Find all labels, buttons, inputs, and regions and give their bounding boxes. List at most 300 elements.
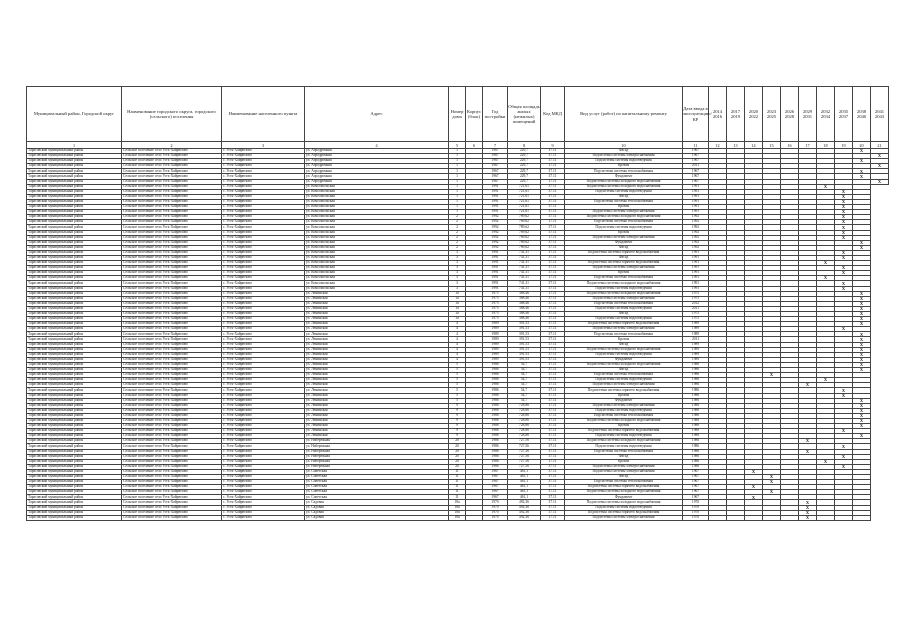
table-cell: 3 xyxy=(449,261,466,266)
table-cell: 1988 xyxy=(683,434,709,439)
table-cell: ул. Комсомольская xyxy=(305,271,449,276)
table-cell: 789,62 xyxy=(508,245,541,250)
table-cell: 54,7 xyxy=(508,398,541,403)
table-cell: Подсистемы системы электроснабжения xyxy=(565,296,683,301)
schedule-cell: X xyxy=(835,225,853,230)
schedule-cell: X xyxy=(817,261,835,266)
table-cell: 37.11 xyxy=(541,220,565,225)
table-cell: 789,62 xyxy=(508,215,541,220)
table-cell: Сельское поселение село Усть-Хайрюзово xyxy=(122,475,222,480)
table-cell: 18а xyxy=(449,515,466,520)
table-cell: Тарасовский муниципальный район xyxy=(27,169,122,174)
table-cell: 1986 xyxy=(683,388,709,393)
table-cell: Кровля xyxy=(565,271,683,276)
table-cell: 2 xyxy=(449,240,466,245)
table-cell: Подсистемы системы электроснабжения xyxy=(565,403,683,408)
table-cell: Подсистемы системы теплоснабжения xyxy=(565,276,683,281)
table-cell: 1988 xyxy=(683,403,709,408)
table-cell: Сельское поселение село Усть-Хайрюзово xyxy=(122,469,222,474)
table-cell: Подсистемы системы электроснабжения xyxy=(565,154,683,159)
table-cell: 1988 xyxy=(483,418,508,423)
table-cell: 727,56 xyxy=(508,449,541,454)
table-cell: 37.11 xyxy=(541,398,565,403)
table-cell: с. Усть-Хайрюзово xyxy=(222,306,305,311)
table-cell: 37.11 xyxy=(541,174,565,179)
table-cell: 3 xyxy=(449,255,466,260)
table-cell: 2 xyxy=(449,220,466,225)
table-cell: Сельское поселение село Усть-Хайрюзово xyxy=(122,322,222,327)
table-cell: ул. Комсомольская xyxy=(305,194,449,199)
table-cell: ул. Аэродромная xyxy=(305,159,449,164)
table-cell: с. Усть-Хайрюзово xyxy=(222,495,305,500)
table-cell: 1а xyxy=(449,301,466,306)
table-cell: Тарасовский муниципальный район xyxy=(27,393,122,398)
table-cell: Тарасовский муниципальный район xyxy=(27,444,122,449)
column-number: 21 xyxy=(871,142,889,149)
table-cell: Сельское поселение село Усть-Хайрюзово xyxy=(122,454,222,459)
table-cell: 9 xyxy=(449,434,466,439)
table-cell: 1991 xyxy=(483,250,508,255)
table-cell: ул. Ленинская xyxy=(305,296,449,301)
table-cell: Кровля xyxy=(565,164,683,169)
table-cell: 37.11 xyxy=(541,505,565,510)
table-cell: 1967 xyxy=(483,480,508,485)
table-cell: 11 xyxy=(449,495,466,500)
table-cell: 1989 xyxy=(683,352,709,357)
table-cell: 37.11 xyxy=(541,510,565,515)
table-cell: 741,31 xyxy=(508,261,541,266)
table-cell: 1а xyxy=(449,306,466,311)
table-cell: 2011 xyxy=(683,164,709,169)
table-cell: 461,1 xyxy=(508,485,541,490)
schedule-cell: X xyxy=(835,286,853,291)
table-cell: 1967 xyxy=(483,485,508,490)
schedule-cell: X xyxy=(835,250,853,255)
column-number: 12 xyxy=(709,142,727,149)
table-cell: Кровля xyxy=(565,459,683,464)
table-cell: Подсистемы системы горячего водоснабжения xyxy=(565,250,683,255)
table-cell: ул. Комсомольская xyxy=(305,210,449,215)
table-cell: с. Усть-Хайрюзово xyxy=(222,515,305,520)
table-cell: 1989 xyxy=(483,322,508,327)
table-cell: 1991 xyxy=(683,189,709,194)
table-cell: 37.11 xyxy=(541,322,565,327)
table-cell: 11 xyxy=(449,469,466,474)
table-cell: 37.11 xyxy=(541,485,565,490)
schedule-cell: X xyxy=(853,337,871,342)
table-cell: ул. Аэродромная xyxy=(305,174,449,179)
schedule-cell: X xyxy=(853,357,871,362)
table-cell: 1991 xyxy=(683,281,709,286)
table-cell: 18а xyxy=(449,500,466,505)
table-cell: Сельское поселение село Усть-Хайрюзово xyxy=(122,215,222,220)
table-cell: Подсистемы системы электроснабжения xyxy=(565,383,683,388)
table-cell: с. Усть-Хайрюзово xyxy=(222,189,305,194)
table-cell: Тарасовский муниципальный район xyxy=(27,347,122,352)
table-cell: 1986 xyxy=(483,362,508,367)
table-cell: Тарасовский муниципальный район xyxy=(27,276,122,281)
table-cell: 37.11 xyxy=(541,444,565,449)
table-cell: 37.11 xyxy=(541,199,565,204)
table-cell: 2 xyxy=(449,245,466,250)
table-cell: ул. Комсомольская xyxy=(305,235,449,240)
table-cell: 721,61 xyxy=(508,199,541,204)
table-cell: 1986 xyxy=(483,373,508,378)
table-cell: Сельское поселение село Усть-Хайрюзово xyxy=(122,342,222,347)
table-cell: 1 xyxy=(449,205,466,210)
table-cell: 1988 xyxy=(483,434,508,439)
table-cell: 1967 xyxy=(683,179,709,184)
table-cell: 2 xyxy=(449,230,466,235)
table-cell: 1992 xyxy=(483,220,508,225)
column-header: Адрес xyxy=(305,87,449,142)
table-cell: 3 xyxy=(449,271,466,276)
table-cell: Сельское поселение село Усть-Хайрюзово xyxy=(122,225,222,230)
table-cell: 1975 xyxy=(683,317,709,322)
table-cell: 1986 xyxy=(683,362,709,367)
table-cell: 1988 xyxy=(483,413,508,418)
table-cell: 1989 xyxy=(483,357,508,362)
schedule-cell: X xyxy=(799,515,817,520)
table-cell: 728,86 xyxy=(508,418,541,423)
table-cell: 1986 xyxy=(683,439,709,444)
table-cell: 461,1 xyxy=(508,469,541,474)
table-cell: Сельское поселение село Усть-Хайрюзово xyxy=(122,261,222,266)
table-cell: 1975 xyxy=(483,296,508,301)
column-header: 2038 2040 xyxy=(853,87,871,142)
table-cell: 4 xyxy=(449,357,466,362)
table-cell: ул. Набережная xyxy=(305,449,449,454)
column-header: 2032 2034 xyxy=(817,87,835,142)
schedule-cell: X xyxy=(853,149,871,154)
table-cell: Подсистемы системы водоотведения xyxy=(565,505,683,510)
table-body xyxy=(27,149,889,521)
table-cell: 37.11 xyxy=(541,475,565,480)
table-cell: 9 xyxy=(449,418,466,423)
table-cell: Тарасовский муниципальный район xyxy=(27,383,122,388)
table-cell: Тарасовский муниципальный район xyxy=(27,149,122,154)
table-cell: 37.11 xyxy=(541,230,565,235)
schedule-cell xyxy=(727,515,745,520)
table-cell: с. Усть-Хайрюзово xyxy=(222,388,305,393)
schedule-cell: X xyxy=(799,510,817,515)
column-header: Наименование городского округа, городского (сельского) поселения xyxy=(122,87,222,142)
schedule-cell xyxy=(835,515,853,520)
schedule-cell: X xyxy=(835,266,853,271)
schedule-cell: X xyxy=(853,322,871,327)
schedule-cell: X xyxy=(799,500,817,505)
table-cell: Тарасовский муниципальный район xyxy=(27,327,122,332)
column-number: 1 xyxy=(27,142,122,149)
table-cell: 37.11 xyxy=(541,286,565,291)
table-cell: ул. Аэродромная xyxy=(305,179,449,184)
table-cell: Тарасовский муниципальный район xyxy=(27,296,122,301)
table-cell: Фасад xyxy=(565,149,683,154)
table-cell: ул. Ленинская xyxy=(305,306,449,311)
table-cell: ул. Комсомольская xyxy=(305,189,449,194)
table-cell: Тарасовский муниципальный район xyxy=(27,515,122,520)
table-cell: Сельское поселение село Усть-Хайрюзово xyxy=(122,194,222,199)
table-cell: ул. Комсомольская xyxy=(305,184,449,189)
schedule-cell: X xyxy=(853,296,871,301)
table-cell: 461,1 xyxy=(508,490,541,495)
table-cell: Подсистемы системы теплоснабжения xyxy=(565,373,683,378)
table-cell: 1967 xyxy=(483,174,508,179)
schedule-cell: X xyxy=(799,449,817,454)
table-cell: 1992 xyxy=(483,240,508,245)
table-cell: Подсистемы системы холодного водоснабжения xyxy=(565,215,683,220)
table-cell: 18а xyxy=(449,510,466,515)
table-cell: Кровля xyxy=(565,205,683,210)
table-cell: 1986 xyxy=(483,393,508,398)
table-cell: Фундамент xyxy=(565,357,683,362)
table-cell: 229,7 xyxy=(508,164,541,169)
table-cell: 2 xyxy=(449,225,466,230)
table-cell: с. Усть-Хайрюзово xyxy=(222,220,305,225)
table-cell: 37.11 xyxy=(541,291,565,296)
table-cell: ул. Советская xyxy=(305,490,449,495)
table-cell: 1991 xyxy=(683,276,709,281)
table-cell: Подсистемы системы холодного водоснабжения xyxy=(565,179,683,184)
table-cell: 1975 xyxy=(483,317,508,322)
table-cell: 1967 xyxy=(483,490,508,495)
table-cell: 391,53 xyxy=(508,337,541,342)
table-cell: с. Усть-Хайрюзово xyxy=(222,485,305,490)
table-cell: Сельское поселение село Усть-Хайрюзово xyxy=(122,352,222,357)
table-cell: с. Усть-Хайрюзово xyxy=(222,393,305,398)
table-cell: Подсистемы системы электроснабжения xyxy=(565,210,683,215)
table-cell: Тарасовский муниципальный район xyxy=(27,255,122,260)
schedule-cell: X xyxy=(763,490,781,495)
table-cell: Кровля xyxy=(565,230,683,235)
table-cell: 1986 xyxy=(483,378,508,383)
table-cell: ул. Ленинская xyxy=(305,347,449,352)
table-cell: 37.11 xyxy=(541,240,565,245)
table-cell: Тарасовский муниципальный район xyxy=(27,403,122,408)
table-cell: 728,86 xyxy=(508,429,541,434)
table-cell: 1 xyxy=(449,179,466,184)
table-cell: ул. Комсомольская xyxy=(305,245,449,250)
schedule-cell: X xyxy=(853,332,871,337)
table-cell: Тарасовский муниципальный район xyxy=(27,429,122,434)
table-cell: 37.11 xyxy=(541,296,565,301)
table-cell: 37.11 xyxy=(541,184,565,189)
table-cell: ул. Ленинская xyxy=(305,418,449,423)
schedule-cell: X xyxy=(763,480,781,485)
table-cell: 1а xyxy=(449,291,466,296)
table-cell: 1986 xyxy=(483,454,508,459)
table-cell: Тарасовский муниципальный район xyxy=(27,205,122,210)
table-cell: 1975 xyxy=(683,296,709,301)
table-cell: 37.11 xyxy=(541,373,565,378)
table-cell: 37.11 xyxy=(541,413,565,418)
table-cell: ул. Советская xyxy=(305,469,449,474)
table-cell: 37.11 xyxy=(541,469,565,474)
table-cell: Сельское поселение село Усть-Хайрюзово xyxy=(122,286,222,291)
table-cell: Сельское поселение село Усть-Хайрюзово xyxy=(122,159,222,164)
table-cell: 1986 xyxy=(483,464,508,469)
table-cell: с. Усть-Хайрюзово xyxy=(222,261,305,266)
table-cell: с. Усть-Хайрюзово xyxy=(222,235,305,240)
table-cell: Сельское поселение село Усть-Хайрюзово xyxy=(122,205,222,210)
table-cell: Тарасовский муниципальный район xyxy=(27,245,122,250)
table-cell: 1975 xyxy=(483,306,508,311)
table-cell: 37.11 xyxy=(541,454,565,459)
table-cell: 1991 xyxy=(483,184,508,189)
table-cell: 1989 xyxy=(483,342,508,347)
table-cell: 1988 xyxy=(483,408,508,413)
table-cell: с. Усть-Хайрюзово xyxy=(222,184,305,189)
table-cell: Тарасовский муниципальный район xyxy=(27,424,122,429)
schedule-cell xyxy=(709,515,727,520)
table-cell: 5 xyxy=(449,398,466,403)
table-cell: Фасад xyxy=(565,312,683,317)
table-cell: Подсистемы системы водоотведения xyxy=(565,408,683,413)
table-cell: 789,62 xyxy=(508,225,541,230)
table-cell: 388,46 xyxy=(508,306,541,311)
table-cell: 1986 xyxy=(683,398,709,403)
column-header: Общая площадь жилых (нежилых) помещений xyxy=(508,87,541,142)
table-cell: 1991 xyxy=(483,255,508,260)
schedule-cell: X xyxy=(853,301,871,306)
table-cell: Сельское поселение село Усть-Хайрюзово xyxy=(122,383,222,388)
schedule-cell: X xyxy=(763,475,781,480)
table-cell: 1991 xyxy=(483,286,508,291)
table-cell: 1975 xyxy=(483,291,508,296)
table-cell: 5 xyxy=(449,368,466,373)
table-cell: 1970 xyxy=(483,505,508,510)
table-cell: Сельское поселение село Усть-Хайрюзово xyxy=(122,368,222,373)
table-cell: 54,7 xyxy=(508,373,541,378)
table-cell: Сельское поселение село Усть-Хайрюзово xyxy=(122,337,222,342)
table-cell: Тарасовский муниципальный район xyxy=(27,322,122,327)
table-cell: с. Усть-Хайрюзово xyxy=(222,464,305,469)
column-header: Дата ввода в эксплуатацию/КР xyxy=(683,87,709,142)
table-cell: 1 xyxy=(449,210,466,215)
table-cell: 1986 xyxy=(483,449,508,454)
table-cell: ул. Садовая xyxy=(305,505,449,510)
table-cell: ул. Садовая xyxy=(305,515,449,520)
table-cell xyxy=(466,515,483,520)
table-cell: 1991 xyxy=(683,210,709,215)
table-cell: Тарасовский муниципальный район xyxy=(27,342,122,347)
table-cell: Подсистемы системы холодного водоснабжения xyxy=(565,291,683,296)
table-cell: 4 xyxy=(449,352,466,357)
table-cell: 1989 xyxy=(483,327,508,332)
column-header: 2023 2025 xyxy=(763,87,781,142)
table-cell: 37.11 xyxy=(541,271,565,276)
table-cell: Тарасовский муниципальный район xyxy=(27,362,122,367)
table-cell: ул. Комсомольская xyxy=(305,286,449,291)
table-cell: с. Усть-Хайрюзово xyxy=(222,291,305,296)
table-cell: Сельское поселение село Усть-Хайрюзово xyxy=(122,434,222,439)
table-cell: 741,31 xyxy=(508,266,541,271)
table-cell: 37.11 xyxy=(541,424,565,429)
schedule-cell: X xyxy=(835,281,853,286)
table-cell: Тарасовский муниципальный район xyxy=(27,189,122,194)
table-cell: Тарасовский муниципальный район xyxy=(27,413,122,418)
table-cell: 741,31 xyxy=(508,250,541,255)
table-cell: Фундамент xyxy=(565,174,683,179)
table-cell: ул. Ленинская xyxy=(305,403,449,408)
table-cell: 1992 xyxy=(683,245,709,250)
table-cell: 1970 xyxy=(683,510,709,515)
table-cell: Сельское поселение село Усть-Хайрюзово xyxy=(122,220,222,225)
table-cell: 1970 xyxy=(683,500,709,505)
table-cell: с. Усть-Хайрюзово xyxy=(222,500,305,505)
schedule-cell: X xyxy=(835,215,853,220)
table-cell: 1970 xyxy=(483,510,508,515)
table-cell: 1989 xyxy=(683,332,709,337)
table-cell: 1967 xyxy=(683,154,709,159)
column-header: 2029 2031 xyxy=(799,87,817,142)
table-cell: 1989 xyxy=(483,352,508,357)
table-cell: Подсистемы системы горячего водоснабжения xyxy=(565,322,683,327)
table-cell: 1967 xyxy=(683,169,709,174)
table-cell: 1967 xyxy=(483,179,508,184)
schedule-cell: X xyxy=(799,439,817,444)
column-header: Номер дома xyxy=(449,87,466,142)
table-cell: 37.11 xyxy=(541,464,565,469)
table-cell: ул. Комсомольская xyxy=(305,261,449,266)
table-cell: 229,7 xyxy=(508,149,541,154)
table-cell: Сельское поселение село Усть-Хайрюзово xyxy=(122,317,222,322)
table-cell: 4 xyxy=(449,337,466,342)
table-cell: 37.11 xyxy=(541,449,565,454)
table-cell: с. Усть-Хайрюзово xyxy=(222,169,305,174)
table-cell: 492,36 xyxy=(508,515,541,520)
table-cell: Сельское поселение село Усть-Хайрюзово xyxy=(122,276,222,281)
schedule-cell: X xyxy=(745,485,763,490)
table-cell: Фасад xyxy=(565,194,683,199)
schedule-cell: X xyxy=(871,179,889,184)
table-cell: 37.11 xyxy=(541,255,565,260)
table-cell: с. Усть-Хайрюзово xyxy=(222,490,305,495)
table-cell: ул. Ленинская xyxy=(305,317,449,322)
table-cell: 727,56 xyxy=(508,459,541,464)
table-cell: ул. Набережная xyxy=(305,439,449,444)
table-cell: 20 xyxy=(449,454,466,459)
schedule-cell: X xyxy=(853,245,871,250)
table-cell: 1967 xyxy=(683,159,709,164)
table-cell: 1989 xyxy=(683,327,709,332)
schedule-cell: X xyxy=(817,378,835,383)
table-cell: 1967 xyxy=(683,480,709,485)
column-number: 10 xyxy=(565,142,683,149)
table-cell: с. Усть-Хайрюзово xyxy=(222,352,305,357)
table-cell: Сельское поселение село Усть-Хайрюзово xyxy=(122,169,222,174)
table-cell: с. Усть-Хайрюзово xyxy=(222,424,305,429)
table-cell: Тарасовский муниципальный район xyxy=(27,230,122,235)
schedule-cell: X xyxy=(835,235,853,240)
capital-repair-table xyxy=(26,86,889,521)
table-cell: 1992 xyxy=(483,215,508,220)
table-cell: ул. Ленинская xyxy=(305,332,449,337)
table-cell: Подсистемы системы холодного водоснабжения xyxy=(565,281,683,286)
table-cell: 20 xyxy=(449,464,466,469)
table-cell: 37.11 xyxy=(541,225,565,230)
table-cell: с. Усть-Хайрюзово xyxy=(222,480,305,485)
table-cell: 37.11 xyxy=(541,495,565,500)
table-cell: с. Усть-Хайрюзово xyxy=(222,215,305,220)
table-cell: Тарасовский муниципальный район xyxy=(27,286,122,291)
column-number: 17 xyxy=(799,142,817,149)
table-cell: 1991 xyxy=(683,261,709,266)
table-cell: 37.11 xyxy=(541,480,565,485)
table-cell: 2011 xyxy=(683,306,709,311)
table-cell: 1986 xyxy=(683,378,709,383)
table-cell: Тарасовский муниципальный район xyxy=(27,240,122,245)
